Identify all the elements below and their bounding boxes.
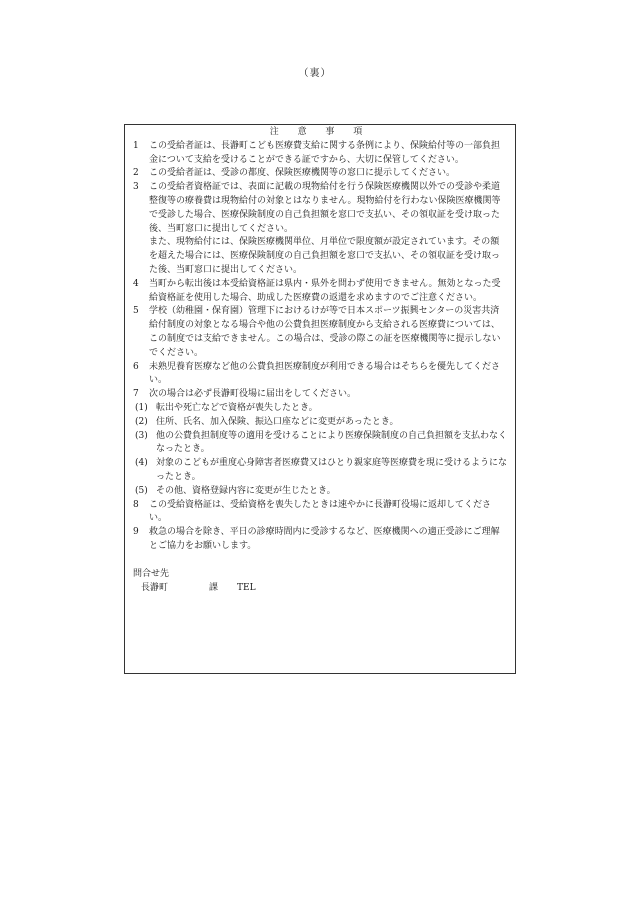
subitem-number: (5) bbox=[135, 485, 148, 496]
item-number: 6 bbox=[133, 361, 139, 372]
page-heading: （裏） bbox=[298, 68, 332, 79]
subitem-4 bbox=[133, 457, 507, 485]
subitem-number: (1) bbox=[135, 402, 148, 413]
notice-item-9 bbox=[133, 526, 507, 554]
subitem-number: (2) bbox=[135, 416, 148, 427]
item-number: 1 bbox=[133, 140, 139, 151]
notice-item-4 bbox=[133, 278, 507, 306]
subitem-text: その他、資格登録内容に変更が生じたとき。 bbox=[156, 485, 336, 496]
subitem-text: 転出や死亡などで資格が喪失したとき。 bbox=[156, 402, 318, 413]
contact-dept-blank bbox=[187, 582, 209, 596]
subitem-number: (3) bbox=[135, 430, 148, 441]
item-text: この受給者資格証では、表面に記載の現物給付を行う保険医療機関以外での受診や柔道整復等の療養費は現物給付の対象とはなりません。現物給付を行わない保険医療機関等で受診した場合、医療保険制度の自己負担額を窓口で支払い、その領収証を受け取った後、当町窓口に提出してください。 bbox=[149, 182, 501, 234]
notice-item-1 bbox=[133, 140, 507, 168]
item-number: 3 bbox=[133, 182, 139, 193]
item-text: 次の場合は必ず長瀞町役場に届出をしてください。 bbox=[149, 389, 357, 400]
item-number: 9 bbox=[133, 527, 139, 538]
item-number: 2 bbox=[133, 168, 139, 179]
item-number: 8 bbox=[133, 499, 139, 510]
item-text: 救急の場合を除き、平日の診療時間内に受診するなど、医療機関への適正受診にご理解とご協力をお願いします。 bbox=[149, 527, 500, 551]
item-text: 当町から転出後は本受給資格証は県内・県外を問わず使用できません。無効となった受給資格証を使用した場合、助成した医療費の返還を求めますのでご注意ください。 bbox=[149, 278, 501, 303]
subitem-text: 他の公費負担制度等の適用を受けることにより医療保険制度の自己負担額を支払わなくなったとき。 bbox=[156, 430, 508, 455]
item-text: この受給資格証は、受給資格を喪失したときは速やかに長瀞町役場に返却してください。 bbox=[149, 499, 492, 524]
subitem-text: 対象のこどもが重度心身障害者医療費又はひとり親家庭等医療費を現に受けるようになったとき。 bbox=[156, 458, 508, 482]
contact-label: 問合せ先 bbox=[133, 568, 170, 579]
subitem-1 bbox=[133, 402, 507, 416]
notice-item-2 bbox=[133, 167, 507, 181]
subitem-text: 住所、氏名、加入保険、振込口座などに変更があったとき。 bbox=[156, 416, 399, 427]
item-number: 7 bbox=[133, 389, 139, 400]
item-text: この受給者証は、受診の都度、保険医療機関等の窓口に提示してください。 bbox=[149, 168, 456, 179]
notice-title: 注 意 事 項 bbox=[269, 127, 371, 137]
contact-town: 長瀞町 bbox=[141, 582, 169, 593]
subitem-2 bbox=[133, 416, 507, 430]
contact-dept: 課 bbox=[209, 582, 219, 593]
notice-box bbox=[124, 124, 516, 674]
notice-item-8 bbox=[133, 499, 507, 527]
notice-item-7 bbox=[133, 388, 507, 402]
contact-row bbox=[133, 582, 507, 596]
notice-item-6 bbox=[133, 361, 507, 389]
subitem-number: (4) bbox=[135, 458, 148, 469]
subitem-3 bbox=[133, 430, 507, 458]
item-text-continued: また、現物給付には、保険医療機関単位、月単位で限度額が設定されています。その額を超えた場合には、医療保険制度の自己負担額を窓口で支払い、その領収証を受け取った後、当町窓口に提出してください。 bbox=[149, 237, 501, 275]
contact-tel: TEL bbox=[237, 582, 256, 593]
item-number: 4 bbox=[133, 278, 139, 289]
notice-item-5 bbox=[133, 305, 507, 360]
item-number: 5 bbox=[133, 306, 139, 317]
item-text: この受給者証は、長瀞町こども医療費支給に関する条例により、保険給付等の一部負担金について支給を受けることができる証ですから、大切に保管してください。 bbox=[149, 140, 501, 165]
subitem-5 bbox=[133, 485, 507, 499]
item-text: 未熟児養育医療など他の公費負担医療制度が利用できる場合はそちらを優先してください。 bbox=[149, 361, 501, 386]
contact-section bbox=[133, 568, 507, 596]
item-text: 学校（幼稚園・保育園）管理下におけるけが等で日本スポーツ振興センターの災害共済給付制度の対象となる場合や他の公費負担医療制度から支給される医療費については、この制度では支給できません。この場合は、受診の際この証を医療機関等に提示しないでください。 bbox=[149, 306, 501, 358]
notice-item-3 bbox=[133, 181, 507, 278]
